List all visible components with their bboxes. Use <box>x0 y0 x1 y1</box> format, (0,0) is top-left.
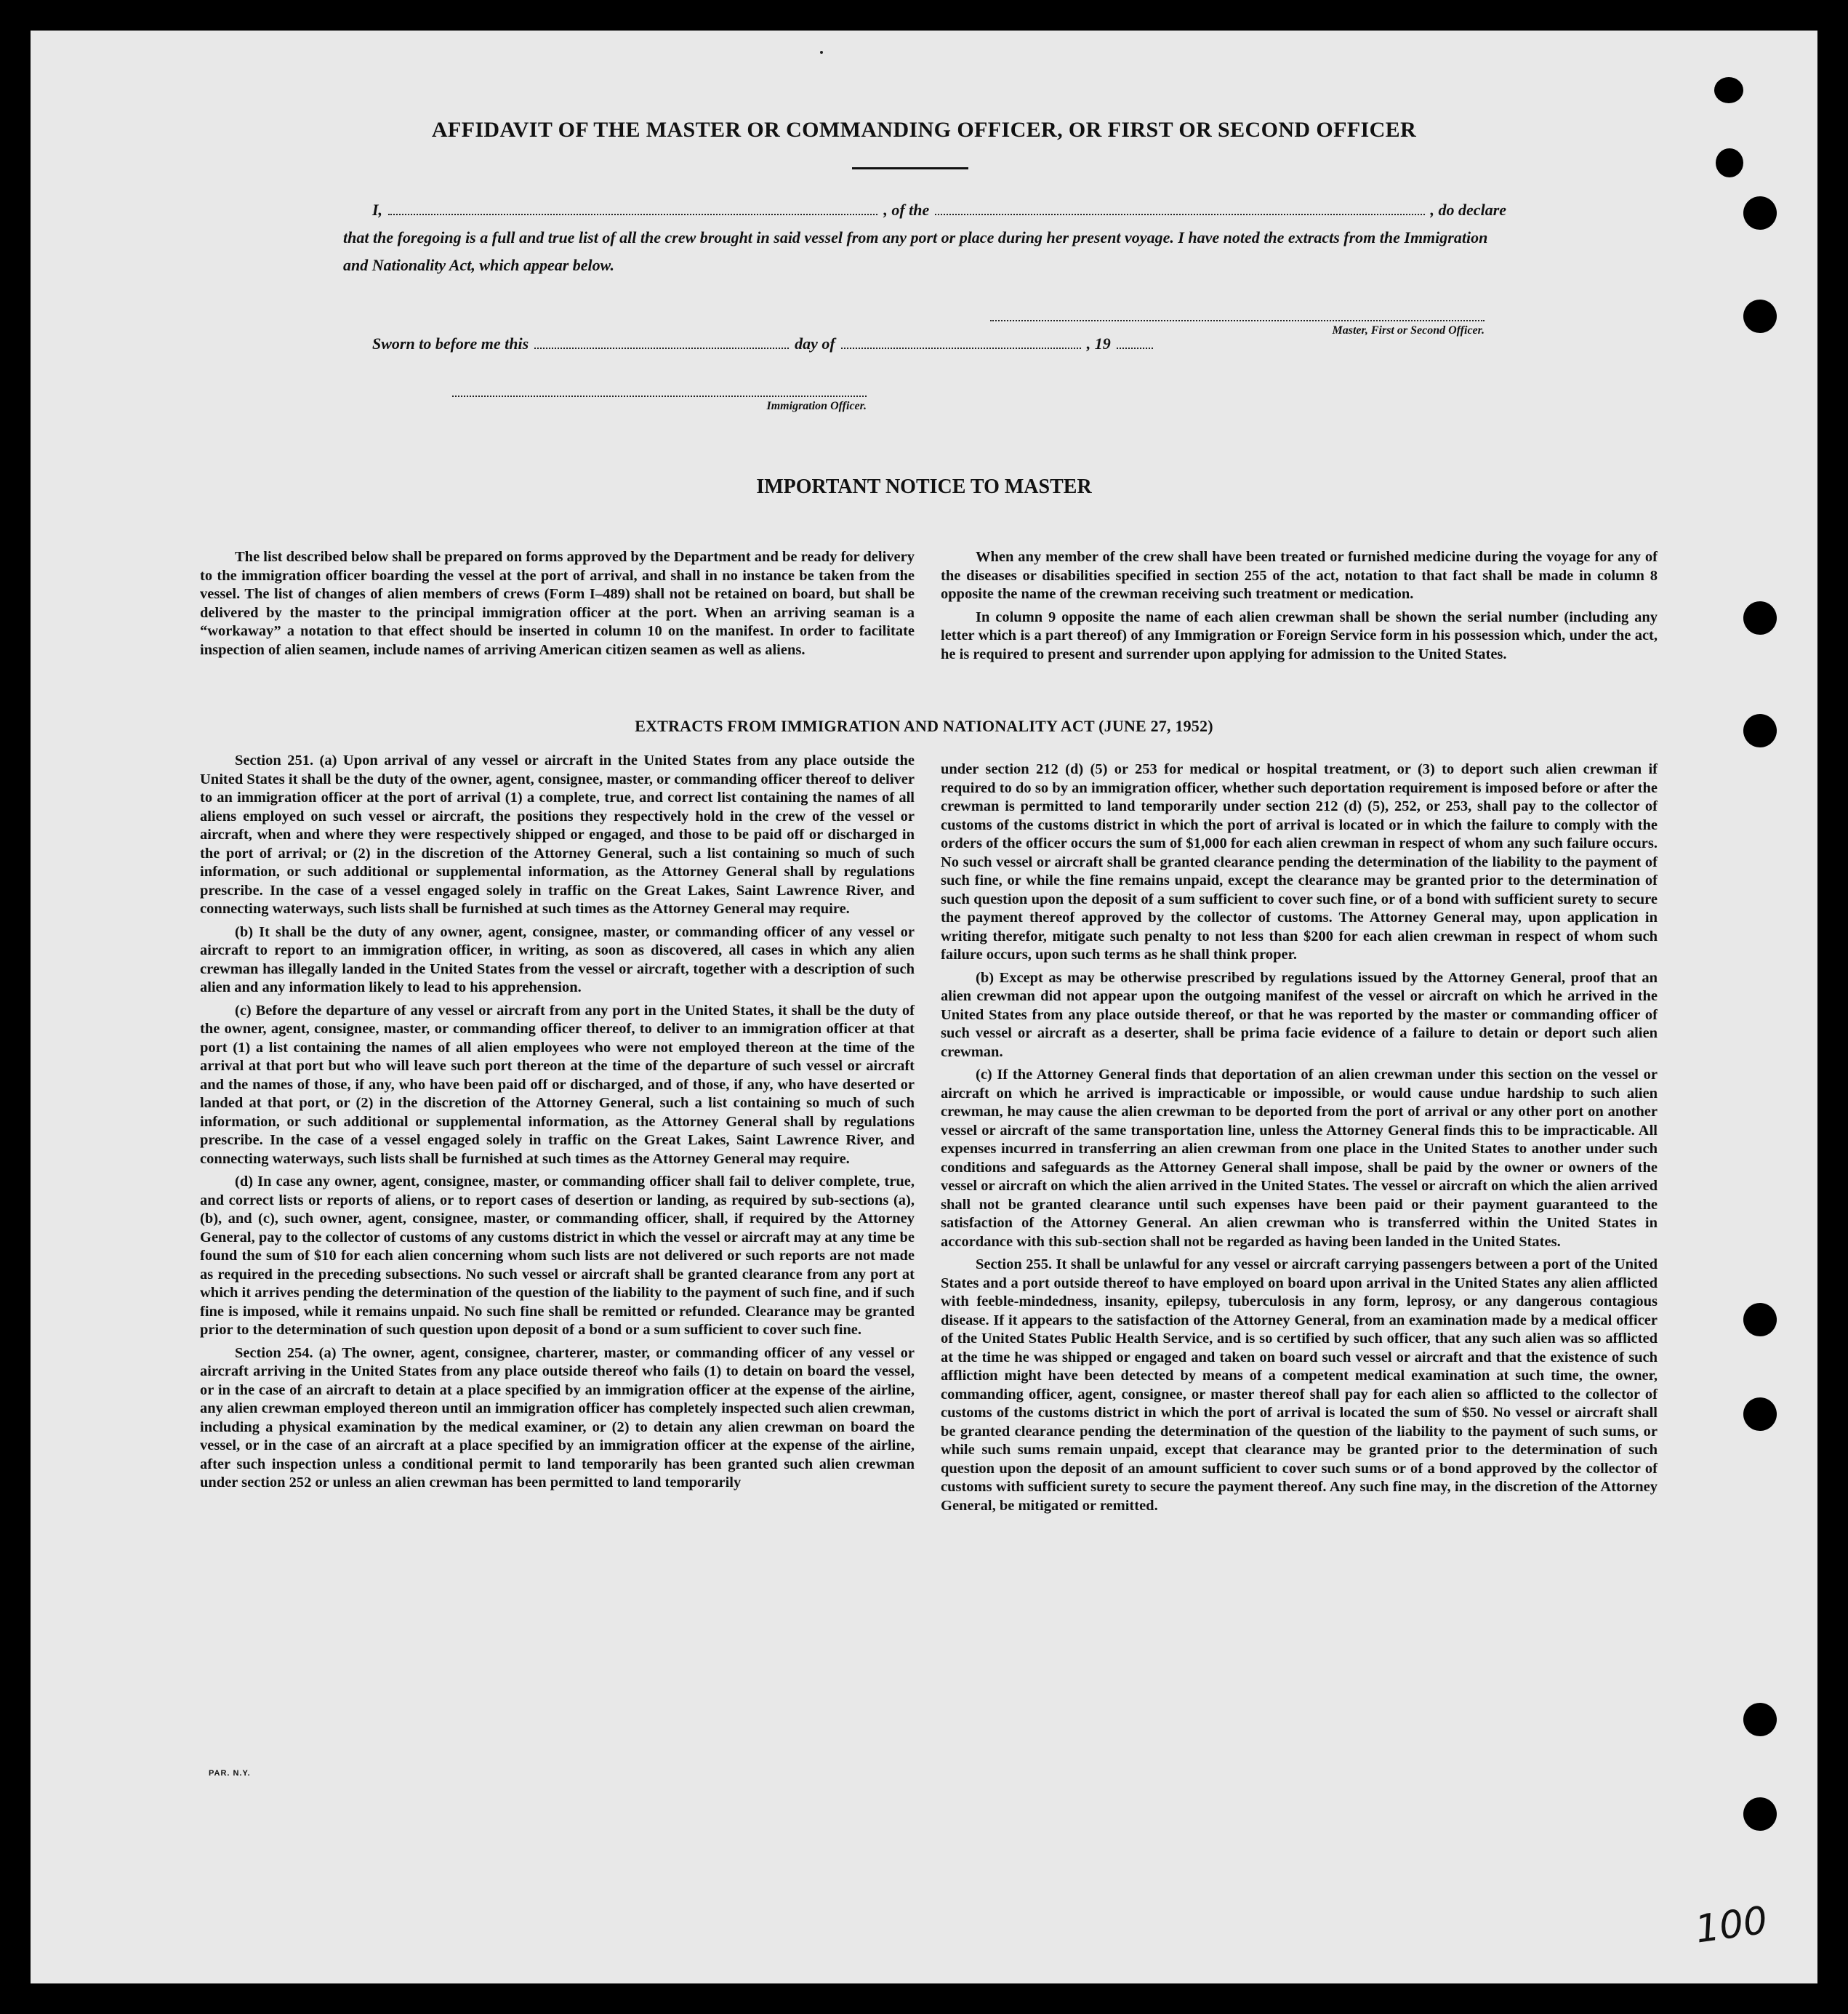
extracts-left-column <box>200 752 915 1497</box>
do-declare-label: , do declare <box>1430 201 1507 219</box>
sworn-year-blank[interactable] <box>1117 339 1153 349</box>
speck <box>820 51 823 54</box>
sworn-label: Sworn to before me this <box>372 334 529 353</box>
punch-hole <box>1743 196 1777 230</box>
punch-hole <box>1743 1303 1777 1336</box>
notice-paragraph: In column 9 opposite the name of each alien crewman shall be shown the serial number (including any letter which is a part thereof) of any Immigration or Foreign Service form in his possession which, under the act, he is required to present and surrender upon applying for admission to the United States. <box>941 609 1658 662</box>
title-rule <box>852 167 968 169</box>
statute-paragraph: (b) It shall be the duty of any owner, agent, consignee, master, or commanding officer of any vessel or aircraft to report to an immigration officer, in writing, as soon as discovered, all cases in which any alien crewman has illegally landed in the United States from the vessel or aircraft, together with a description of such alien and any information likely to lead to his apprehension. <box>200 923 915 995</box>
statute-paragraph: (b) Except as may be otherwise prescribed by regulations issued by the Attorney General, proof that an alien crewman did not appear upon the outgoing manifest of the vessel or aircraft on which he arrived in the United States from any place outside thereof, or that he was reported by the master or commanding officer of such vessel or aircraft as a deserter, shall be prima facie evidence of a failure to detain or deport such alien crewman. <box>941 969 1658 1060</box>
master-signature-label: Master, First or Second Officer. <box>1332 324 1485 337</box>
declaration-block <box>343 196 1506 279</box>
notice-right-column <box>941 548 1658 668</box>
declaration-text: that the foregoing is a full and true list of all the crew brought in said vessel from any port or place during her present voyage. I have noted the extracts from the Immigration and Nationality Act, which appear below. <box>343 228 1488 274</box>
affidavit-title: AFFIDAVIT OF THE MASTER OR COMMANDING OFFICER, OR FIRST OR SECOND OFFICER <box>431 118 1417 142</box>
statute-paragraph: Section 255. It shall be unlawful for any vessel or aircraft carrying passengers between a port of the United States and a port outside thereof to have employed on board upon arrival in the United States any alien afflicted with feeble-mindedness, insanity, epilepsy, tuberculosis in any form, leprosy, or any dangerous contagious disease. If it appears to the satisfaction of the Attorney General, from an examination made by a medical officer of the United States Public Health Service, and is so certified by such officer, that any such alien was so afflicted at the time he was shipped or engaged and taken on board such vessel or aircraft and that the existence of such affliction might have been detected by means of a competent medical examination at such time, the owner, commanding officer, agent, consignee, or master thereof shall pay for each alien so afflicted to the collector of customs of the customs district in which the port of arrival is located the sum of $50. No vessel or aircraft shall be granted clearance pending the determination of the question of the liability to the payment of such sums, or while such sums remain unpaid, except that clearance may be granted prior to the determination of such question upon the deposit of an amount sufficient to cover such sums or of a bond approved by the collector of customs with sufficient surety to secure the payment thereof. Any such fine may, in the discretion of the Attorney General, be mitigated or remitted. <box>941 1256 1658 1514</box>
punch-hole <box>1716 148 1743 177</box>
statute-paragraph: (d) In case any owner, agent, consignee, master, or commanding officer shall fail to deliver complete, true, and correct lists or reports of aliens, or to report cases of desertion or landing, as required by sub-sections (a), (b), and (c), such owner, agent, consignee, master, or commanding officer, shall, if required by the Attorney General, pay to the collector of customs of any customs district in which the vessel or aircraft may at any time be found the sum of $10 for each alien concerning whom such lists are not delivered or such reports are not made as required in the preceding subsections. No such vessel or aircraft shall be granted clearance from any port at which it arrives pending the determination of the question of the liability to the payment of such fine, and if such fine is imposed, while it remains unpaid. No such fine shall be remitted or refunded. Clearance may be granted prior to the determination of such question upon deposit of a bond or a sum sufficient to cover such fine. <box>200 1174 915 1338</box>
vessel-blank[interactable] <box>935 204 1424 215</box>
punch-hole <box>1743 601 1777 635</box>
handwritten-page-number: 100 <box>1692 1898 1770 1952</box>
sworn-line <box>372 334 1245 353</box>
statute-paragraph: Section 254. (a) The owner, agent, consignee, charterer, master, or commanding officer of any vessel or aircraft arriving in the United States from any place outside thereof who fails (1) to detain on board the vessel, or in the case of an aircraft to detain at a place specified by an immigration officer at the expense of the airline, any alien crewman employed thereon until an immigration officer has completely inspected such alien crewman, including a physical examination by the medical examiner, or (2) to detain any alien crewman on board the vessel, or in the case of an aircraft at a place specified by an immigration officer at the expense of the airline, after such inspection unless a conditional permit to land temporarily has been granted such alien crewman under section 252 or unless an alien crewman has been permitted to land temporarily <box>200 1344 915 1491</box>
punch-hole <box>1743 1703 1777 1736</box>
sworn-month-blank[interactable] <box>841 339 1081 349</box>
i-label: I, <box>372 201 383 219</box>
statute-paragraph: (c) If the Attorney General finds that deportation of an alien crewman under this section on the vessel or aircraft on which he arrived is impracticable or impossible, or would cause undue hardship to such alien crewman, he may cause the alien crewman to be deported from the port of arrival or any other port on another vessel or aircraft of the same transportation line, unless the Attorney General finds this to be impracticable. All expenses incurred in transferring an alien crewman from one place in the United States to another under such conditions and safeguards as the Attorney General shall impose, shall be paid by the owner or owners of the vessel or aircraft on which the alien arrived in the United States. The vessel or aircraft on which the alien arrived shall not be granted clearance until such expenses have been paid or their payment guaranteed to the satisfaction of the Attorney General. An alien crewman who is transferred within the United States in accordance with this sub-section shall not be regarded as having been landed in the United States. <box>941 1067 1658 1250</box>
day-of-label: day of <box>795 334 835 353</box>
punch-hole <box>1743 1797 1777 1831</box>
extracts-title: EXTRACTS FROM IMMIGRATION AND NATIONALITY ACT (JUNE 27, 1952) <box>635 717 1213 735</box>
notice-left-column <box>200 548 915 664</box>
name-blank[interactable] <box>388 204 877 215</box>
punch-hole <box>1714 77 1743 103</box>
statute-paragraph: (c) Before the departure of any vessel or aircraft from any port in the United States, it shall be the duty of the owner, agent, consignee, master, or commanding officer thereof, to deliver to an immigration officer at that port (1) a list containing the names of all alien employees who were not employed thereon at the time of the arrival at that port but who will leave such port thereon at the time of the departure of such vessel or aircraft and the names of those, if any, who have been paid off or discharged, and of those, if any, who have deserted or landed at that port, or (2) in the discretion of the Attorney General, such a list containing so much of such information, or such additional or supplemental information, as the Attorney General shall by regulations prescribe. In the case of a vessel engaged solely in traffic on the Great Lakes, Saint Lawrence River, and connecting waterways, such lists shall be furnished at such times as the Attorney General may require. <box>200 1002 915 1167</box>
document-sheet <box>31 31 1817 1983</box>
punch-hole <box>1743 1397 1777 1431</box>
of-the-label: , of the <box>883 201 930 219</box>
immigration-officer-label: Immigration Officer. <box>766 400 867 412</box>
statute-paragraph: Section 251. (a) Upon arrival of any vessel or aircraft in the United States from any place outside the United States it shall be the duty of the owner, agent, consignee, master, or commanding officer thereof to deliver to an immigration officer at the port of arrival (1) a complete, true, and correct list containing the names of all aliens employed on such vessel or aircraft, the positions they respectively hold in the crew of the vessel or aircraft, when and where they were respectively shipped or engaged, and those to be paid off or discharged in the port of arrival; or (2) in the discretion of the Attorney General, such a list containing so much of such information, or such additional or supplemental information, as the Attorney General shall by regulations prescribe. In the case of a vessel engaged solely in traffic on the Great Lakes, Saint Lawrence River, and connecting waterways, such lists shall be furnished at such times as the Attorney General may require. <box>200 753 915 917</box>
sworn-day-blank[interactable] <box>534 339 789 349</box>
printer-mark: PAR. N.Y. <box>209 1769 251 1778</box>
immigration-officer-signature-line[interactable] <box>452 396 867 397</box>
master-signature-line[interactable] <box>990 320 1485 321</box>
notice-paragraph: The list described below shall be prepared on forms approved by the Department and be ready for delivery to the immigration officer boarding the vessel at the port of arrival, and shall in no instance be taken from the vessel. The list of changes of alien members of crews (Form I–489) shall not be retained on board, but shall be delivered by the master to the principal immigration officer at the port. When an arriving seaman is a “workaway” a notation to that effect should be inserted in column 10 on the manifest. In order to facilitate inspection of alien seamen, include names of arriving American citizen seamen as well as aliens. <box>200 549 915 658</box>
extracts-right-column <box>941 761 1658 1520</box>
notice-title: IMPORTANT NOTICE TO MASTER <box>756 476 1092 498</box>
year-label: , 19 <box>1086 334 1111 353</box>
statute-paragraph: under section 212 (d) (5) or 253 for medical or hospital treatment, or (3) to deport such alien crewman if required to do so by an immigration officer, whether such deportation requirement is imposed before or after the crewman is permitted to land temporarily under section 212 (d) (5), 252, or 253, shall pay to the collector of customs of the customs district in which the port of arrival is located or in which the failure to comply with the orders of the officer occurs the sum of $1,000 for each alien crewman in respect of whom any such failure occurs. No such vessel or aircraft shall be granted clearance pending the determination of the liability to the payment of such fine, or while the fine remains unpaid, except the clearance may be granted prior to the determination of such question upon the deposit of a sum sufficient to cover such fine, or of a bond with sufficient surety to secure the payment thereof approved by the collector of customs. The Attorney General may, upon application in writing therefor, mitigate such penalty to not less than $200 for each alien crewman in respect of whom such failure occurs, upon such terms as he shall think proper. <box>941 761 1658 963</box>
punch-hole <box>1743 300 1777 333</box>
notice-paragraph: When any member of the crew shall have been treated or furnished medicine during the voyage for any of the diseases or disabilities specified in section 255 of the act, notation to that fact shall be made in column 8 opposite the name of the crewman receiving such treatment or medication. <box>941 549 1658 602</box>
